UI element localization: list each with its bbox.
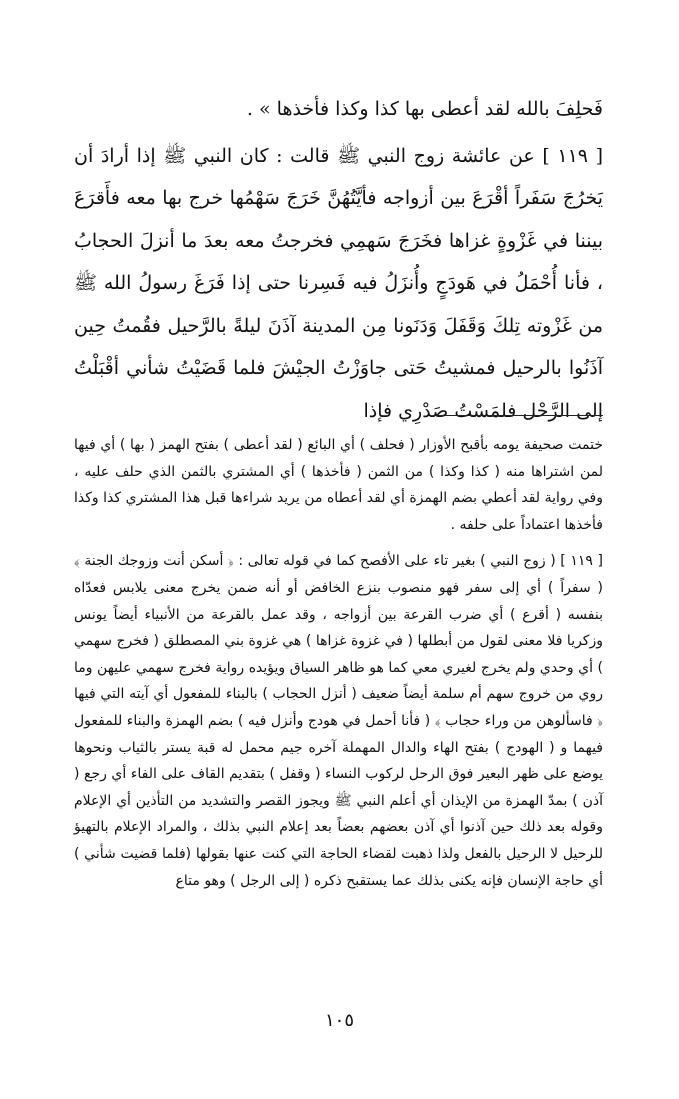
- commentary-paragraph-1: ختمت صحيفة يومه بأقبح الأوزار ( فحلف ) أي البائع ( لقد أعطى ) بفتح الهمز ( بها ) أي فيها لمن اشتراها منه ( كذا وكذا ) من الثمن ( فأخذها ) أي المشتري بالثمن الذي حلف عليه ، وفي رواية لقد أعطي بضم الهمزة أي لقد أعطاه من يريد شراءها قبل هذا المشتري كذا وكذا فأخذها اعتماداً على حلفه .: [74, 437, 603, 533]
- commentary-block: [74, 432, 603, 894]
- hadith-paragraph: [ ١١٩ ] عن عائشة زوج النبي ﷺ قالت : كان النبي ﷺ إذا أرادَ أن يَخرُجَ سَفَراً أقْرَعَ بين أزواجه فأيَّتُهُنَّ خَرَجَ سَهْمُها خرج بها معه فأَقرَعَ بيننا في غَزْوةٍ غزاها فخَرَجَ سَهمِي فخرجتُ معه بعدَ ما أنزلَ الحجابُ ، فأنا أُحْمَلُ في هَودَجٍ وأُنزَلُ فيه فَسِرنا حتى إذا فَرَغَ رسولُ الله ﷺ من غَزْوته تِلكَ وَقَفَلَ وَدَنَونا مِن المدينة آذَنَ ليلةً بالرَّحيل فقُمتُ حِين آذَنُوا بالرحيل فمشيتُ حَتى جاوَزْتُ الجيْشَ فلما قَضَيْتُ شأني أقْبَلْتُ إلى الرَّحْل فلمَسْتُ صَدْرِي فإذا: [74, 144, 604, 422]
- commentary-paragraph-2: [ ١١٩ ] ( زوج النبي ) بغير تاء على الأفصح كما في قوله تعالى : ﴿ أسكن أنت وزوجك الجنة ﴾ ( سفراً ) أي إلى سفر فهو منصوب بنزع الخافض أو أنه ضمن يخرج معنى يلابس فعدّاه بنفسه ( أقرع ) أي ضرب القرعة بين أزواجه ، وقد عمل بالقرعة من الأنبياء أيضاً يونس وزكريا فلا معنى لقول من أبطلها ( في غزوة غزاها ) هي غزوة بني المصطلق ( فخرج سهمي ) أي وحدي ولم يخرج لغيري معي كما هو ظاهر السياق ويؤيده رواية فخرج سهمي عليهن وما روي من خروج سهم أم سلمة أيضاً ضعيف ( أنزل الحجاب ) بالبناء للمفعول أي آيته التي فيها ﴿ فاسألوهن من وراء حجاب ﴾ ( فأنا أحمل في هودج وأنزل فيه ) بضم الهمزة والبناء للمفعول فيهما و ( الهودج ) بفتح الهاء والدال المهملة آخره جيم محمل له قبة يستر بالثياب ونحوها يوضع على ظهر البعير فوق الرحل لركوب النساء ( وقفل ) بتقديم القاف على الفاء أي رجع ( آذن ) بمدّ الهمزة من الإيذان أي أعلم النبي ﷺ ويجوز القصر والتشديد من التأذين أي الإعلام وقوله بعد ذلك حين آذنوا أي آذن بعضهم بعضاً بعد إعلام النبي بذلك ، والمراد الإعلام بالتهيؤ للرحيل لا الرحيل بالفعل ولذا ذهبت لقضاء الحاجة التي كنت عنها بقولها (فلما قضيت شأني ) أي حاجة الإنسان فإنه يكنى بذلك عما يستقبح ذكره ( إلى الرجل ) وهو متاع: [74, 553, 603, 889]
- main-text-block: [74, 88, 603, 432]
- page-number: ١٠٥: [324, 1010, 354, 1031]
- footnote-divider: [433, 415, 603, 416]
- main-text-continuation: فَحلِفَ بالله لقد أعطى بها كذا وكذا فأخذها » .: [246, 98, 603, 120]
